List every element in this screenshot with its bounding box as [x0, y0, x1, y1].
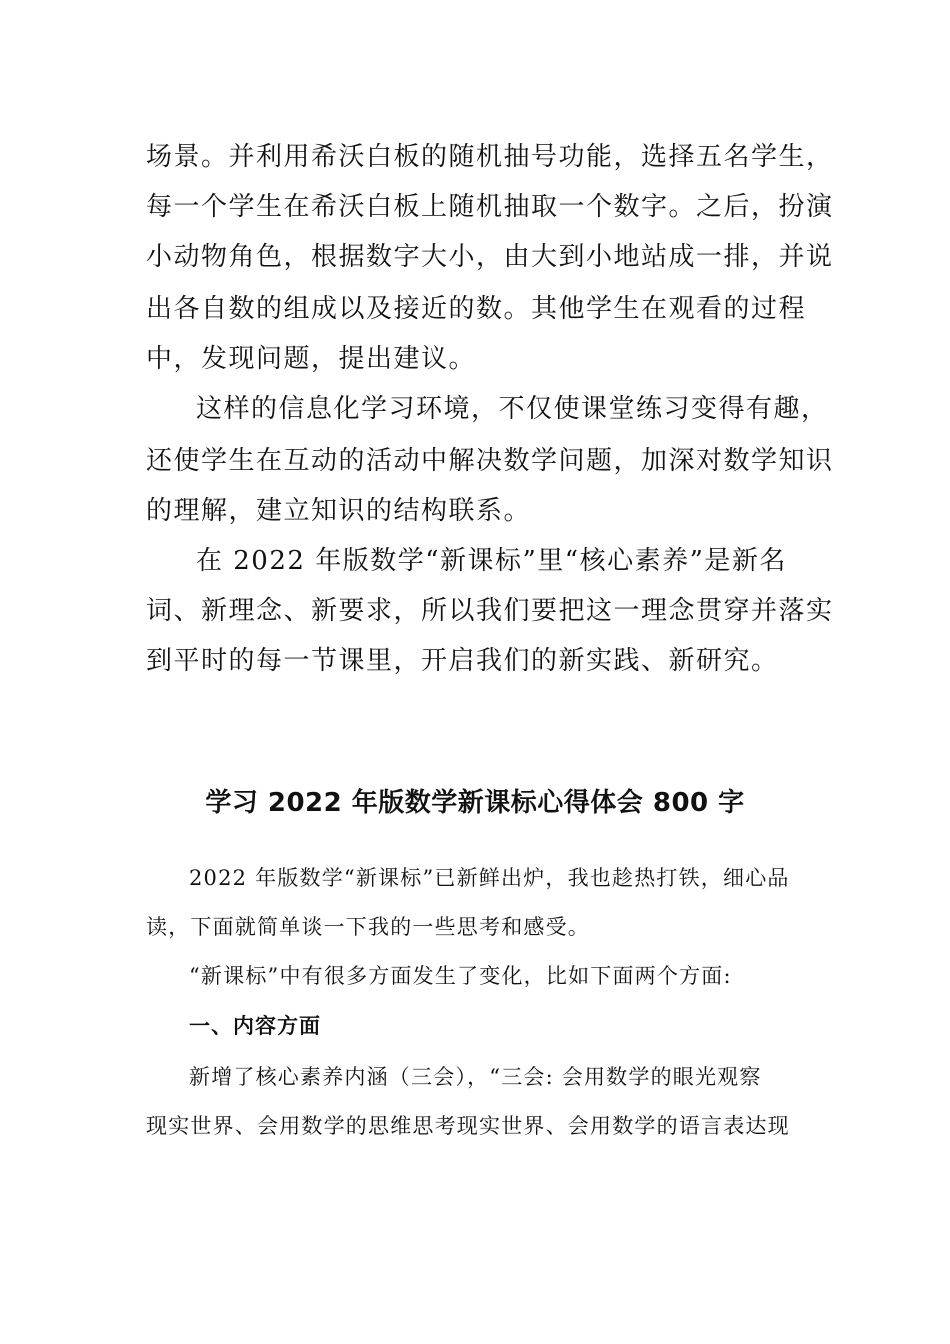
- text-line: 每一个学生在希沃白板上随机抽取一个数字。之后，扮演: [146, 192, 834, 222]
- text-line: 中，发现问题，提出建议。: [146, 344, 477, 374]
- text-line: “新课标”中有很多方面发生了变化，比如下面两个方面:: [189, 964, 732, 988]
- text-line: 这样的信息化学习环境，不仅使课堂练习变得有趣，: [196, 394, 829, 424]
- text-line: 场景。并利用希沃白板的随机抽号功能，选择五名学生，: [146, 142, 834, 172]
- text-line: 出各自数的组成以及接近的数。其他学生在观看的过程: [146, 294, 807, 324]
- text-line: 2022 年版数学“新课标”已新鲜出炉，我也趁热打铁，细心品: [189, 866, 790, 890]
- text-line: 小动物角色，根据数字大小，由大到小地站成一排，并说: [146, 242, 834, 272]
- text-line: 词、新理念、新要求，所以我们要把这一理念贯穿并落实: [146, 596, 834, 626]
- text-line: 还使学生在互动的活动中解决数学问题，加深对数学知识: [146, 446, 834, 476]
- article-title: 学习 2022 年版数学新课标心得体会 800 字: [205, 788, 745, 818]
- text-line: 在 2022 年版数学“新课标”里“核心素养”是新名: [196, 546, 787, 576]
- text-line: 读，下面就简单谈一下我的一些思考和感受。: [146, 915, 590, 939]
- text-line: 到平时的每一节课里，开启我们的新实践、新研究。: [146, 646, 779, 676]
- text-line: 新增了核心素养内涵（三会），“三会: 会用数学的眼光观察: [189, 1065, 762, 1089]
- section-heading: 一、内容方面: [189, 1014, 321, 1038]
- text-line: 的理解，建立知识的结构联系。: [146, 496, 532, 526]
- text-line: 现实世界、会用数学的思维思考现实世界、会用数学的语言表达现: [146, 1114, 790, 1138]
